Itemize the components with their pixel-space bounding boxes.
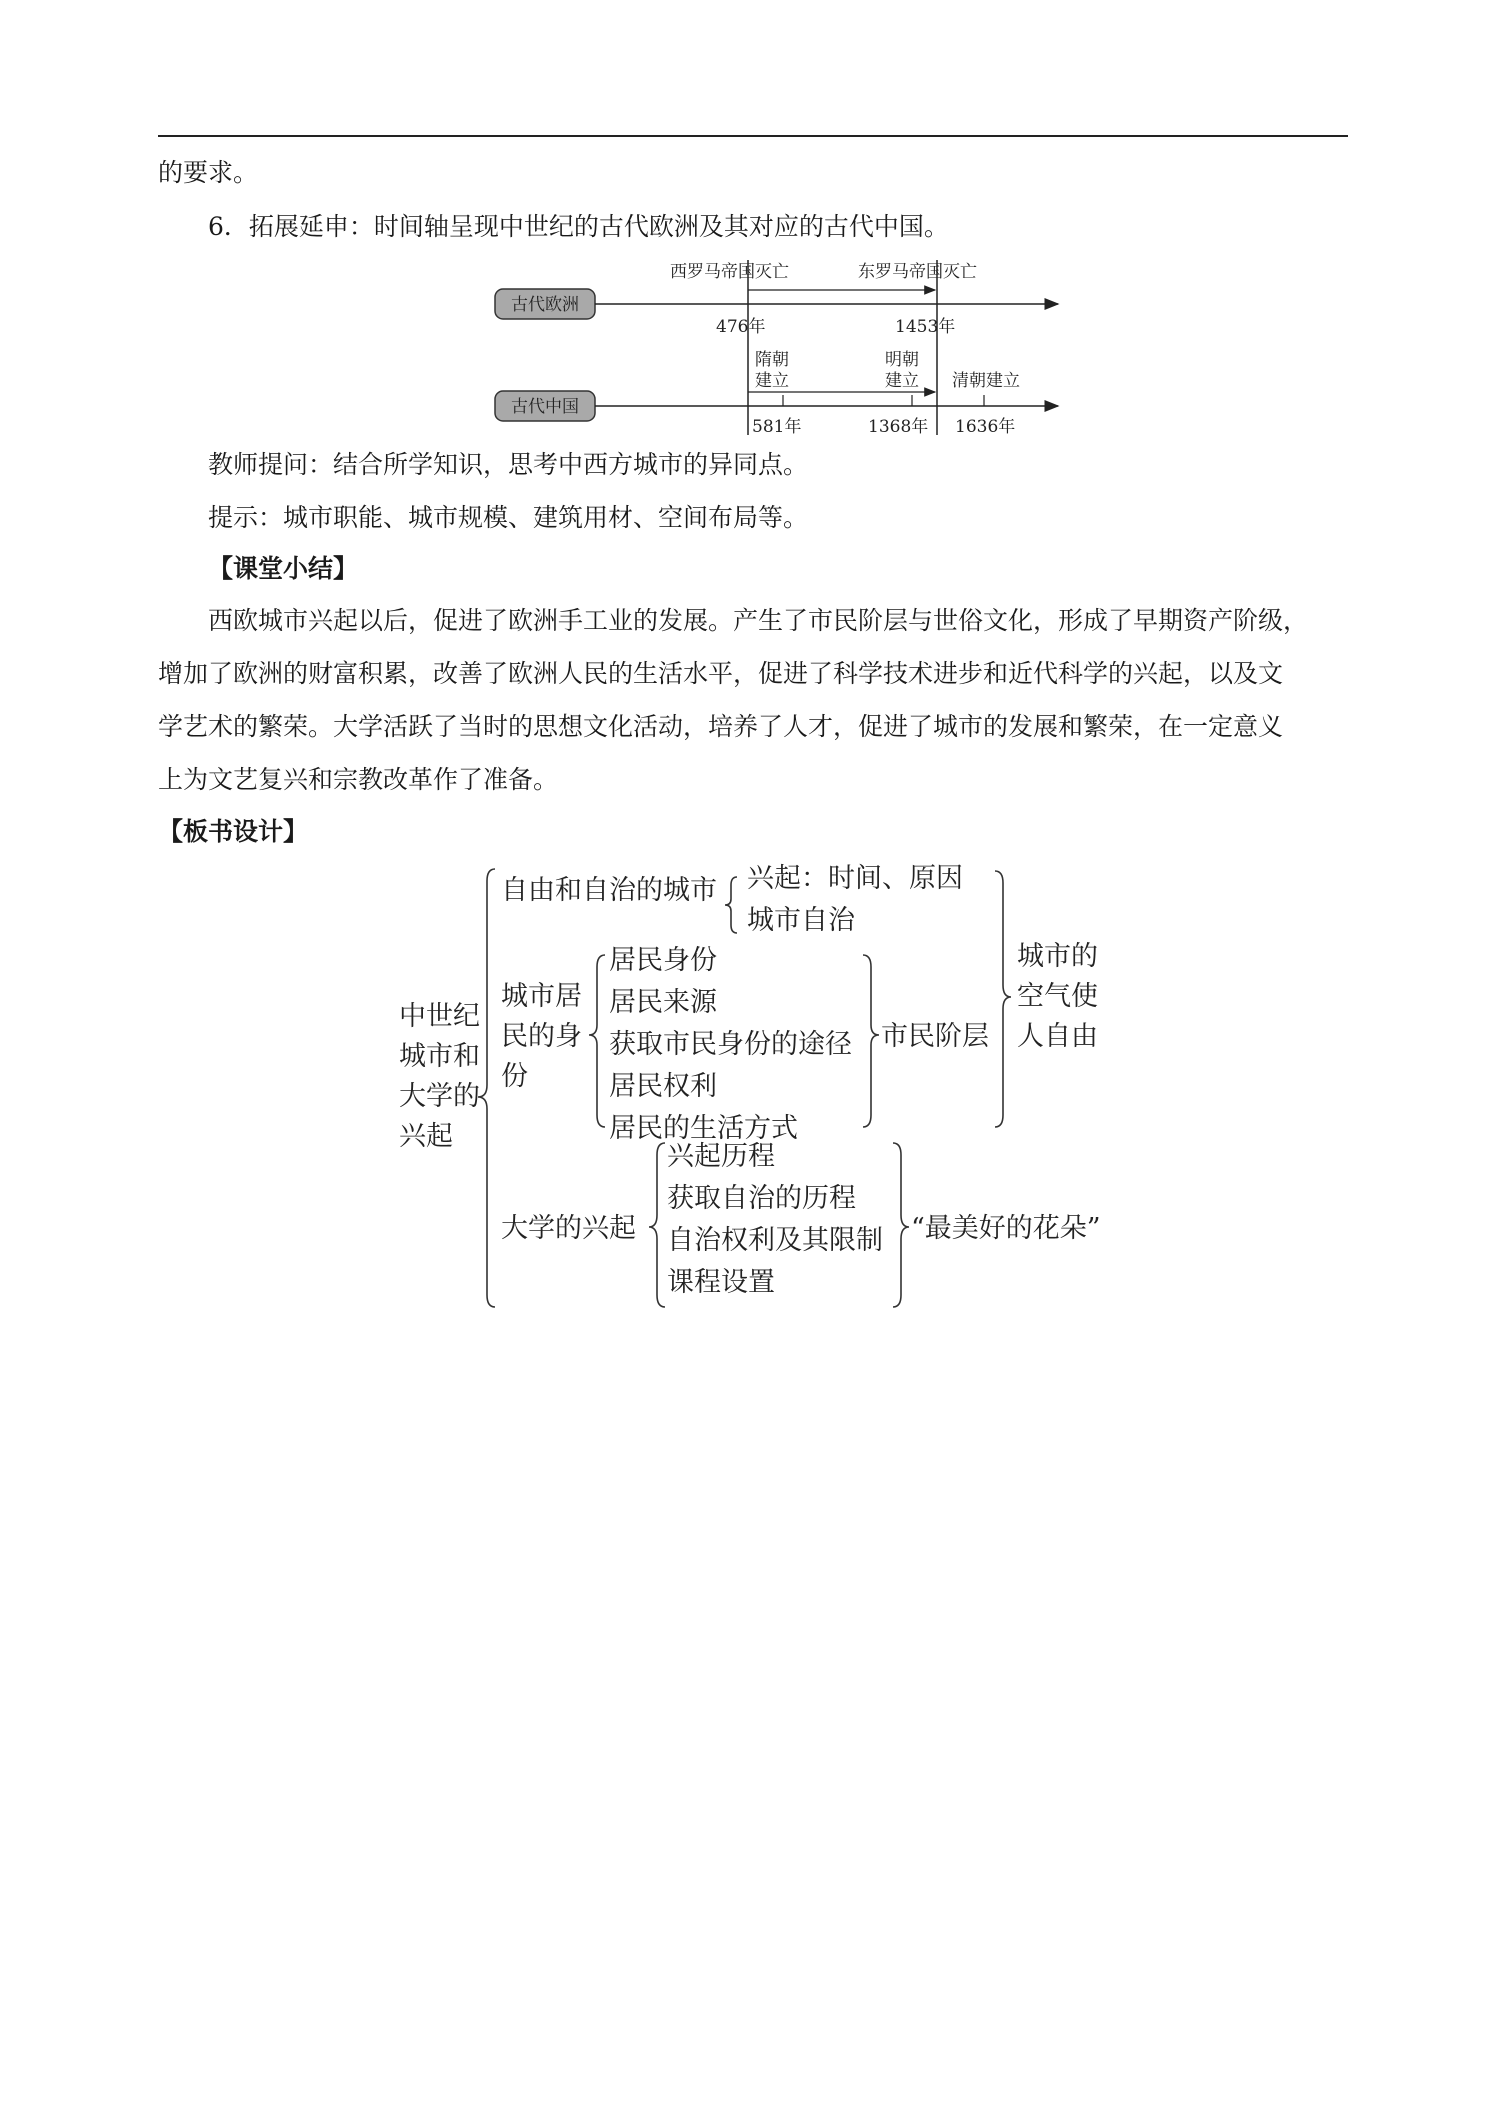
ming-line1: 明朝 (885, 350, 919, 370)
univ-item-2: 获取自治的历程 (667, 1183, 856, 1214)
china-label: 古代中国 (511, 397, 579, 417)
sui-line1: 隋朝 (755, 350, 789, 370)
teacher-question: 教师提问：结合所学知识，思考中西方城市的异同点。 (208, 450, 809, 479)
span-east-label: 东罗马帝国灭亡 (858, 262, 977, 282)
root-line-2: 城市和 (399, 1041, 480, 1072)
qing-label: 清朝建立 (952, 371, 1020, 391)
root-line-4: 兴起 (399, 1121, 453, 1152)
city-air-line-2: 空气使 (1017, 981, 1098, 1012)
item-6: 6．拓展延申：时间轴呈现中世纪的古代欧洲及其对应的古代中国。 (208, 212, 949, 241)
free-item-1: 兴起：时间、原因 (747, 863, 963, 894)
timeline-figure (490, 255, 1070, 445)
free-item-2: 城市自治 (747, 905, 855, 936)
burgher-brace (863, 955, 879, 1127)
univ-brace (649, 1143, 665, 1307)
ming-line2: 建立 (885, 371, 919, 391)
summary-heading: 【课堂小结】 (208, 554, 359, 583)
root-line-1: 中世纪 (399, 1001, 480, 1032)
year-1453: 1453年 (895, 317, 956, 337)
flower-brace (893, 1143, 909, 1307)
resident-brace (589, 955, 605, 1127)
resident-line-2: 民的身 (501, 1021, 582, 1052)
city-air-line-1: 城市的 (1017, 941, 1098, 972)
free-city-label: 自由和自治的城市 (501, 875, 717, 906)
summary-line-1: 西欧城市兴起以后，促进了欧洲手工业的发展。产生了市民阶层与世俗文化，形成了早期资产阶级， (208, 606, 1309, 635)
board-heading: 【板书设计】 (158, 817, 309, 846)
header-rule (158, 135, 1348, 137)
board-design-diagram (395, 855, 1135, 1315)
resident-item-1: 居民身份 (609, 945, 717, 976)
europe-label: 古代欧洲 (511, 295, 579, 315)
city-air-line-3: 人自由 (1017, 1021, 1098, 1052)
resident-item-4: 居民权利 (609, 1071, 717, 1102)
flower-label: “最美好的花朵” (911, 1213, 1101, 1244)
univ-label: 大学的兴起 (501, 1213, 636, 1244)
resident-item-5: 居民的生活方式 (609, 1113, 798, 1144)
summary-line-2: 增加了欧洲的财富积累，改善了欧洲人民的生活水平，促进了科学技术进步和近代科学的兴起，以及文 (158, 659, 1284, 688)
resident-item-2: 居民来源 (609, 987, 717, 1018)
span-west-label: 西罗马帝国灭亡 (670, 262, 789, 282)
top-fragment: 的要求。 (158, 158, 259, 187)
sui-line2: 建立 (755, 371, 789, 391)
city-air-brace (995, 871, 1011, 1127)
resident-line-3: 份 (501, 1061, 528, 1092)
summary-line-4: 上为文艺复兴和宗教改革作了准备。 (158, 765, 559, 794)
resident-item-3: 获取市民身份的途径 (609, 1029, 852, 1060)
free-city-brace (725, 877, 737, 933)
resident-line-1: 城市居 (501, 981, 582, 1012)
univ-item-4: 课程设置 (667, 1267, 775, 1298)
burgher-label: 市民阶层 (881, 1021, 989, 1052)
main-brace (478, 869, 495, 1307)
year-581: 581年 (752, 417, 802, 437)
year-1368: 1368年 (868, 417, 929, 437)
year-476: 476年 (716, 317, 766, 337)
univ-item-3: 自治权利及其限制 (667, 1225, 883, 1256)
hint: 提示：城市职能、城市规模、建筑用材、空间布局等。 (208, 503, 809, 532)
univ-item-1: 兴起历程 (667, 1141, 775, 1172)
year-1636: 1636年 (955, 417, 1016, 437)
summary-line-3: 学艺术的繁荣。大学活跃了当时的思想文化活动，培养了人才，促进了城市的发展和繁荣，在一定意义 (158, 712, 1284, 741)
root-line-3: 大学的 (399, 1081, 480, 1112)
